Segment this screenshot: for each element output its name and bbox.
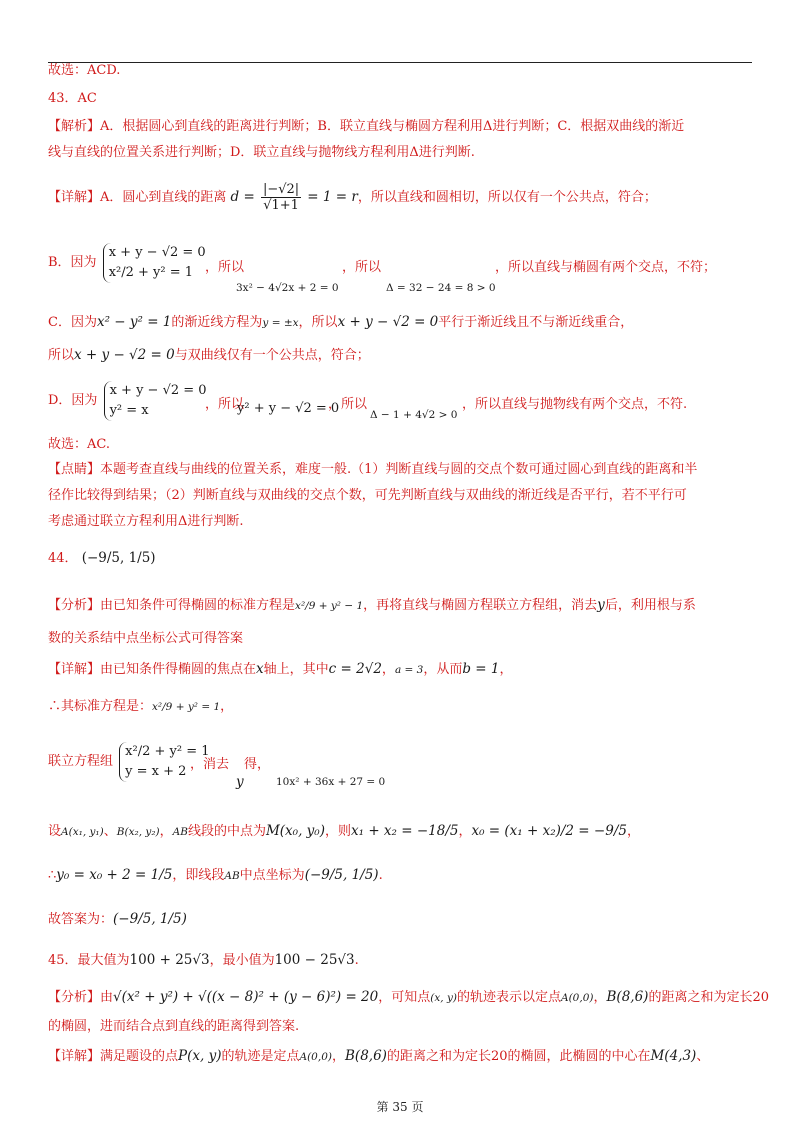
problem-number-45: 45．最大值为100 + 25√3，最小值为100 − 25√3.: [48, 952, 359, 968]
point-B: B(x₂, y₂): [116, 826, 160, 838]
system-d-eq-1: x + y − √2 = 0: [109, 382, 207, 398]
detail-45-tag: 【详解】: [48, 1049, 101, 1064]
analysis-45-text-1: ，可知点: [378, 990, 431, 1005]
y0-value: y₀ = x₀ + 2 = 1/5: [56, 867, 173, 883]
quadratic-equation-b: 3x² − 4√2x + 2 = 0: [236, 282, 339, 294]
analysis-45-text-4: 的椭圆，进而结合点到直线的距离得到答案.: [48, 1019, 300, 1034]
detail-44-line-2: ∴其标准方程是：x²/9 + y² = 1，: [48, 699, 234, 714]
detail-44-coord-text: 中点坐标为: [239, 868, 305, 883]
quadratic-equation-d: y² + y − √2 = 0: [237, 401, 340, 416]
semi-minor-b: b = 1: [462, 661, 500, 677]
analysis-45-text-3: 的距离之和为定长20: [648, 990, 769, 1005]
fixed-point-A-2: A(0,0): [299, 1051, 332, 1063]
detail-44-system-lead: 联立方程组: [48, 754, 114, 769]
detail-c-text-1: 的渐近线方程为: [171, 315, 263, 330]
focal-c: c = 2√2: [328, 661, 382, 677]
detail-45-line-1: 【详解】满足题设的点P(x, y)的轨迹是定点A(0,0)，B(8,6)的距离之和为定长20的椭圆，此椭圆的中心在M(4,3)、: [48, 1048, 710, 1064]
analysis-text: A．根据圆心到直线的距离进行判断；B．联立直线与椭圆方程利用Δ进行判断；C．根据双曲线的渐近: [100, 119, 685, 134]
problem-number-44: [48, 538, 156, 579]
answer-text-43: 故选：AC.: [48, 437, 111, 452]
problem-44-number: 44．: [48, 551, 78, 566]
detail-c-text-2: ，所以: [298, 315, 338, 330]
analysis-tag: 【解析】: [48, 119, 101, 134]
system-d-eq-2: y² = x: [109, 402, 149, 418]
fixed-point-A: A(0,0): [561, 992, 594, 1004]
analysis-text-cont: 线与直线的位置关系进行判断；D．联立直线与抛物线方程利用Δ进行判断.: [48, 145, 475, 160]
problem-45-max-text: 45．最大值为: [48, 953, 130, 968]
detail-45-text-2: 的轨迹是定点: [221, 1049, 300, 1064]
comment-tag: 【点睛】: [48, 462, 101, 477]
analysis-44-text-1: 由已知条件可得椭圆的标准方程是: [100, 598, 296, 613]
answer-line-43: [48, 436, 110, 454]
comment-line-2: [48, 487, 687, 505]
detail-44-line-4: 设A(x₁, y₁)、B(x₂, y₂)，AB线段的中点为M(x₀, y₀)，则x₁ + x₂ = −18/5，x₀ = (x₁ + x₂)/2 = −9/5，: [48, 823, 640, 839]
hyperbola-equation: x² − y² = 1: [96, 314, 172, 330]
comment-text-3: 考虑通过联立方程利用Δ进行判断.: [48, 514, 244, 529]
eliminated-variable: y: [597, 597, 605, 613]
segment-AB: AB: [172, 826, 188, 838]
ellipse-center-M: M(4,3): [650, 1048, 697, 1064]
analysis-44-tag: 【分析】: [48, 598, 101, 613]
detail-44-line-1: 【详解】由已知条件得椭圆的焦点在x轴上，其中c = 2√2，a = 3，从而b = 1，: [48, 661, 513, 677]
analysis-45-from: 由: [100, 990, 114, 1005]
discriminant-d: Δ − 1 + 4√2 > 0: [370, 409, 458, 421]
detail-44-line-3: [48, 734, 212, 790]
detail-c2-lead: 所以: [48, 348, 75, 363]
quadratic-44: 10x² + 36x + 27 = 0: [276, 776, 386, 788]
detail-44-let: 设: [48, 824, 62, 839]
comment-line-3: [48, 513, 244, 531]
detail-44-get: 得，: [244, 757, 271, 772]
detail-b-conclusion: ，所以直线与椭圆有两个交点，不符；: [495, 260, 717, 275]
header-rule: [48, 62, 752, 63]
detail-c-text-3: 平行于渐近线且不与渐近线重合，: [438, 315, 634, 330]
detail-line-c: [48, 313, 633, 332]
distance-sum-equation: √(x² + y²) + √((x − 8)² + (y − 6)²) = 20: [113, 989, 379, 1005]
system-eq-2: x²/2 + y² = 1: [108, 264, 194, 280]
analysis-45-text-2: 的轨迹表示以定点: [456, 990, 561, 1005]
analysis-44-text-4: 数的关系结中点坐标公式可得答案: [48, 631, 244, 646]
detail-text-a2: ，所以直线和圆相切，所以仅有一个公共点，符合；: [357, 190, 657, 205]
detail-c2-text: 与双曲线仅有一个公共点，符合；: [174, 348, 370, 363]
fixed-point-B: B(8,6): [606, 989, 649, 1005]
min-value: 100 − 25√3: [274, 952, 355, 968]
distance-result: = 1 = r: [307, 189, 358, 205]
line-equation-2: x + y − √2 = 0: [74, 347, 175, 363]
fraction-numerator: |−√2|: [262, 182, 300, 197]
problem-45-min-text: ，最小值为: [209, 953, 275, 968]
analysis-line-2: [48, 144, 475, 162]
detail-d-conclusion: ，所以直线与抛物线有两个交点，不符.: [462, 397, 688, 412]
detail-line-c2: [48, 346, 370, 365]
detail-44-tag: 【详解】: [48, 662, 101, 677]
analysis-44-line-2: [48, 630, 243, 648]
asymptote-equation: y = ±x: [262, 317, 299, 329]
system-44-eq-2: y = x + 2: [125, 763, 187, 779]
detail-text-a: A．圆心到直线的距离: [100, 190, 227, 205]
problem-44-answer: (−9/5, 1/5): [81, 550, 156, 566]
answer-line-42: [48, 62, 120, 80]
answer-text: 故选：ACD.: [48, 63, 121, 78]
detail-44-then: ，则: [324, 824, 351, 839]
axis-variable: x: [256, 661, 264, 677]
detail-tag: 【详解】: [48, 190, 101, 205]
detail-45-text-3: 的距离之和为定长20的椭圆，此椭圆的中心在: [386, 1049, 651, 1064]
ellipse-standard-form: x²/9 + y² − 1: [295, 600, 364, 612]
equation-system-d: [104, 381, 207, 421]
analysis-44-text-3: 后，利用根与系: [604, 598, 696, 613]
detail-44-text-2: 轴上，其中: [263, 662, 329, 677]
analysis-line-1: [48, 118, 684, 136]
fraction-denominator: √1+1: [263, 198, 299, 213]
fixed-point-B-2: B(8,6): [345, 1048, 387, 1064]
sum-x: x₁ + x₂ = −18/5: [351, 823, 459, 839]
max-value: 100 + 25√3: [129, 952, 210, 968]
distance-variable: d =: [230, 189, 255, 205]
detail-44-eliminate: ，消去: [190, 757, 230, 772]
detail-44-text-1: 由已知条件得椭圆的焦点在: [100, 662, 257, 677]
discriminant-b: Δ = 32 − 24 = 8 > 0: [386, 282, 496, 294]
detail-44-y: y: [236, 774, 244, 790]
line-equation: x + y − √2 = 0: [337, 314, 439, 330]
system-44-eq-1: x²/2 + y² = 1: [125, 743, 210, 759]
detail-d-lead: D．因为: [48, 393, 98, 408]
analysis-44-text-2: ，再将直线与椭圆方程联立方程组，消去: [363, 598, 598, 613]
semi-major-a: a = 3: [394, 664, 424, 676]
detail-line-a: [48, 172, 657, 223]
comment-text: 本题考查直线与曲线的位置关系，难度一般.（1）判断直线与圆的交点个数可通过圆心到直线的距离和半: [100, 462, 698, 477]
analysis-45-line-2: [48, 1018, 299, 1036]
answer-44-lead: 故答案为：: [48, 912, 114, 927]
comment-line-1: [48, 461, 697, 479]
detail-b-lead: B．因为: [48, 255, 97, 270]
analysis-45-tag: 【分析】: [48, 990, 101, 1005]
detail-44-therefore: ∴其标准方程是：: [48, 699, 153, 714]
detail-44-midpoint-text: 线段的中点为: [187, 824, 266, 839]
midpoint-M: M(x₀, y₀): [265, 823, 325, 839]
detail-line-d: [48, 378, 209, 424]
ellipse-equation: x²/9 + y² = 1: [152, 701, 221, 713]
detail-44-therefore-2: ∴: [48, 868, 57, 883]
detail-44-segment: ，即线段: [172, 868, 225, 883]
point-P: P(x, y): [178, 1048, 222, 1064]
point-A: A(x₁, y₁): [61, 826, 104, 838]
detail-44-line-5: ∴y₀ = x₀ + 2 = 1/5，即线段AB中点坐标为(−9/5, 1/5).: [48, 867, 383, 883]
equation-system-b: [103, 243, 206, 283]
detail-d-so-2: ，所以: [328, 397, 368, 412]
x0-value: x₀ = (x₁ + x₂)/2 = −9/5: [471, 823, 627, 839]
detail-45-text-4: 、: [696, 1049, 710, 1064]
point-xy: (x, y): [430, 992, 457, 1004]
midpoint-coord: (−9/5, 1/5): [304, 867, 379, 883]
detail-b-so-1: ，所以: [205, 260, 245, 275]
detail-c-lead: C．因为: [48, 315, 97, 330]
answer-line-44: [48, 910, 187, 929]
comment-text-2: 径作比较得到结果；（2）判断直线与双曲线的交点个数，可先判断直线与双曲线的渐近线是否平行，若不平行可: [48, 488, 687, 503]
analysis-44-line-1: [48, 596, 696, 615]
detail-line-b: [48, 236, 208, 290]
system-eq-1: x + y − √2 = 0: [108, 244, 206, 260]
detail-44-text-3: ，从而: [423, 662, 463, 677]
answer-44-value: (−9/5, 1/5): [113, 911, 187, 927]
distance-fraction: [261, 182, 301, 213]
detail-45-text-1: 满足题设的点: [100, 1049, 179, 1064]
problem-answer: 43．AC: [48, 91, 97, 106]
detail-b-so-2: ，所以: [342, 260, 382, 275]
segment-AB-2: AB: [224, 870, 240, 882]
detail-d-so-1: ，所以: [205, 397, 245, 412]
problem-number-43: [48, 90, 97, 108]
page-number: 第 35 页: [376, 1100, 424, 1114]
analysis-45-line-1: 【分析】由√(x² + y²) + √((x − 8)² + (y − 6)²) = 20，可知点(x, y)的轨迹表示以定点A(0,0)，B(8,6)的距离之和为定长20: [48, 989, 769, 1005]
